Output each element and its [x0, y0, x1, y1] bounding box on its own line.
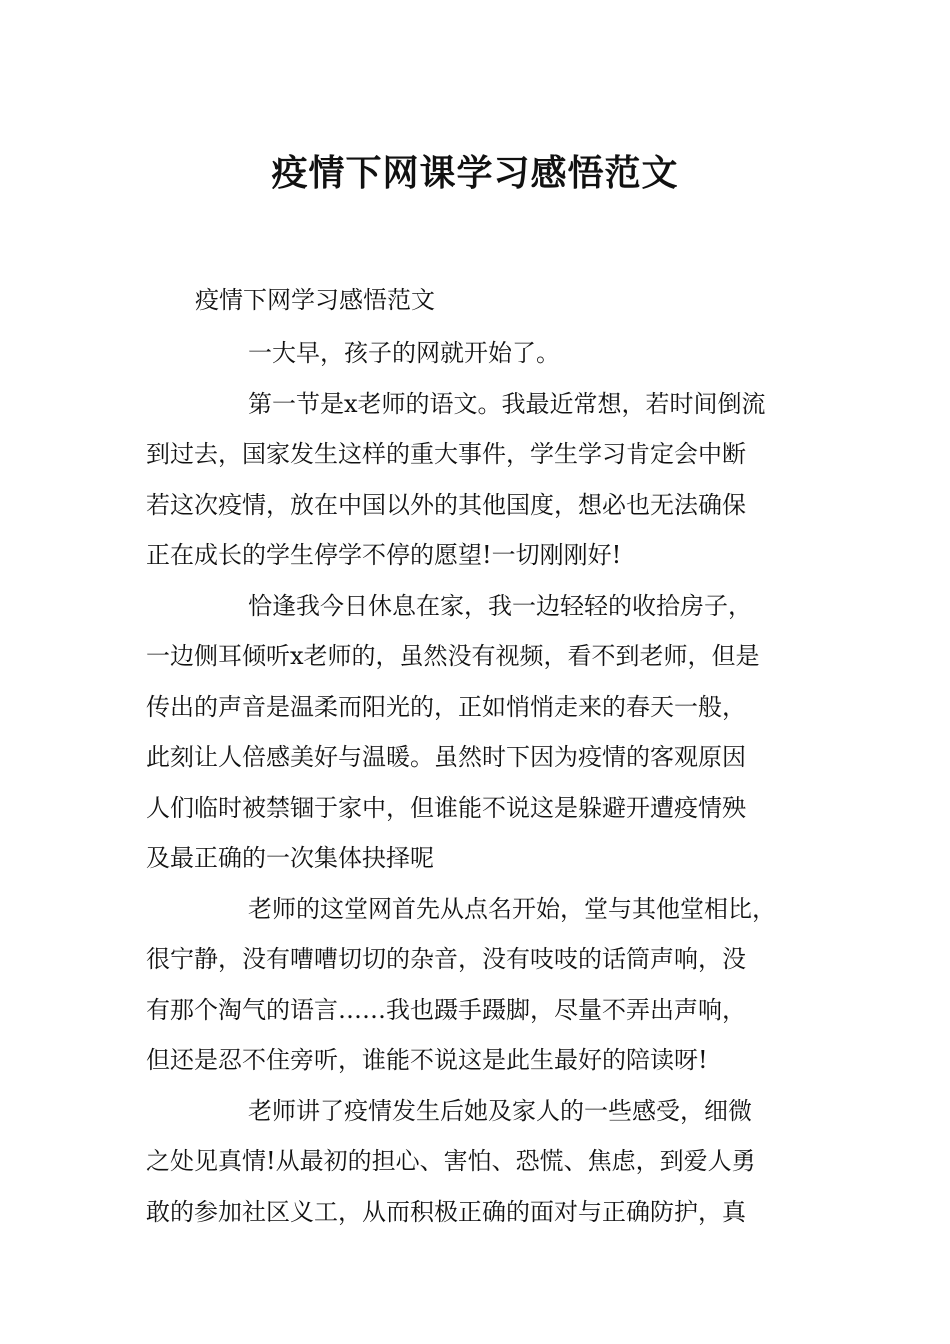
document-body: [146, 328, 826, 1237]
paragraph-2: [146, 379, 826, 581]
text-line: 第一节是x老师的语文。我最近常想，若时间倒流: [248, 389, 766, 418]
paragraph-1: [146, 328, 826, 379]
paragraph-5: [146, 1086, 826, 1238]
text-line: 人们临时被禁锢于家中，但谁能不说这是躲避开遭疫情殃: [146, 793, 746, 822]
text-line: 及最正确的一次集体抉择呢: [146, 844, 434, 872]
text-line: 老师的这堂网首先从点名开始，堂与其他堂相比，: [248, 894, 776, 923]
text-line: 老师讲了疫情发生后她及家人的一些感受，细微: [248, 1096, 752, 1125]
text-line: 若这次疫情，放在中国以外的其他国度，想必也无法确保: [146, 490, 746, 519]
text-line: 有那个淘气的语言……我也蹑手蹑脚，尽量不弄出声响，: [146, 995, 746, 1024]
text-line: 很宁静，没有嘈嘈切切的杂音，没有吱吱的话筒声响，没: [146, 945, 746, 973]
text-line: 此刻让人倍感美好与温暖。虽然时下因为疫情的客观原因: [146, 743, 746, 771]
paragraph-3: [146, 581, 826, 884]
text-line: 一大早，孩子的网就开始了。: [248, 339, 560, 367]
text-line: 敢的参加社区义工，从而积极正确的面对与正确防护，真: [146, 1197, 746, 1226]
text-line: 正在成长的学生停学不停的愿望!一切刚刚好!: [146, 541, 622, 569]
text-line: 恰逢我今日休息在家，我一边轻轻的收拾房子，: [248, 591, 752, 620]
text-line: 一边侧耳倾听x老师的，虽然没有视频，看不到老师，但是: [146, 642, 760, 670]
text-line: 到过去，国家发生这样的重大事件，学生学习肯定会中断: [146, 440, 746, 468]
text-line: 但还是忍不住旁听，谁能不说这是此生最好的陪读呀!: [146, 1046, 708, 1074]
document-subtitle: 疫情下网学习感悟范文: [195, 286, 435, 314]
text-line: 之处见真情!从最初的担心、害怕、恐慌、焦虑，到爱人勇: [146, 1147, 756, 1175]
page-title: 疫情下网课学习感悟范文: [271, 153, 679, 195]
text-line: 传出的声音是温柔而阳光的，正如悄悄走来的春天一般，: [146, 692, 746, 721]
paragraph-4: [146, 884, 826, 1086]
